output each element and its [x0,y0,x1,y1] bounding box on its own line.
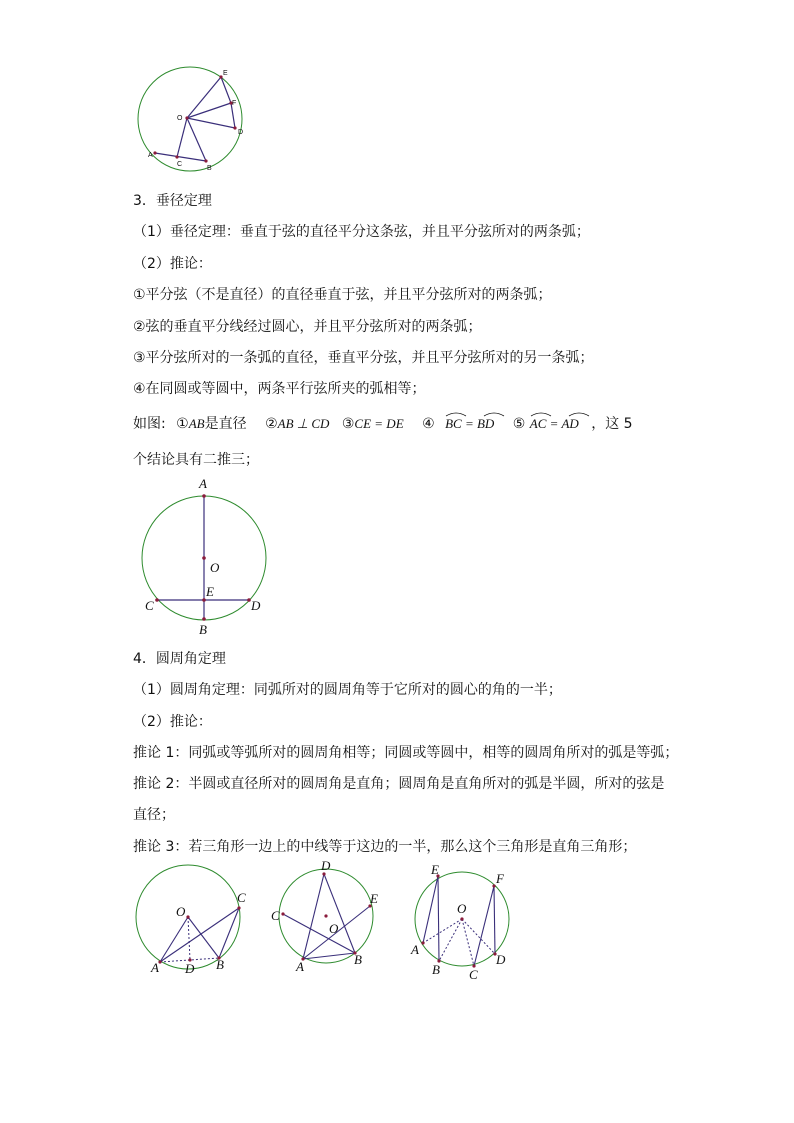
section3-heading: 3．垂径定理 [133,193,212,209]
point-label-e: E [206,584,214,599]
point-label-b: B [354,952,362,967]
point-label-a: A [199,476,207,491]
section4-corollary-2a: 推论 2：半圆或直径所对的圆周角是直角；圆周角是直角所对的弧是半圆，所对的弦是 [133,776,665,792]
point-label-o: O [176,904,186,919]
section3-corollary-1: ①平分弦（不是直径）的直径垂直于弦，并且平分弦所对的两条弧； [133,287,552,303]
section3-corollary-2: ②弦的垂直平分线经过圆心，并且平分弦所对的两条弧； [133,319,482,335]
point-label-e: E [223,70,228,77]
example-math-5: AC = AD [529,416,579,431]
point-label-a: A [296,959,304,974]
section4-corollary-3: 推论 3：若三角形一边上的中线等于这边的一半，那么这个三角形是直角三角形； [133,839,637,855]
point-label-e: E [431,862,439,877]
section4-theorem: （1）圆周角定理：同弧所对的圆周角等于它所对的圆心的角的一半； [133,682,562,698]
section3-example [133,414,633,434]
figure-inscribed-angle-3 [402,860,522,985]
section3-theorem: （1）垂径定理：垂直于弦的直径平分这条弦，并且平分弦所对的两条弧； [133,224,590,240]
section3-corollary-label: （2）推论： [133,256,212,272]
example-math-3: CE = DE [354,416,404,431]
point-label-b: B [432,962,440,977]
point-label-a: A [148,152,153,159]
example-math-2: AB ⊥ CD [277,416,330,431]
point-label-d: D [251,598,261,613]
point-label-f: F [496,871,504,886]
figure-inscribed-angle-2 [268,860,383,980]
figure-inscribed-angle-1 [132,862,257,982]
point-label-c: C [271,908,280,923]
point-label-c: C [177,161,183,168]
section3-corollary-4: ④在同圆或等圆中，两条平行弦所夹的弧相等； [133,381,426,397]
example-math-4: BC = BD [445,416,495,431]
point-label-c: C [469,967,478,982]
example-text-1: 是直径 [204,416,247,432]
point-label-b: B [199,622,207,637]
point-label-d: D [238,129,244,136]
section3-corollary-3: ③平分弦所对的一条弧的直径，垂直平分弦，并且平分弦所对的另一条弧； [133,350,594,366]
figure-circle-chords [130,62,255,182]
figure-perpendicular-diameter [132,470,277,640]
section4-corollary-label: （2）推论： [133,714,212,730]
example-marker-3: ③ [341,416,355,432]
point-label-b: B [207,165,212,172]
point-label-o: O [329,921,339,936]
point-label-c: C [237,890,246,905]
point-label-f: F [232,100,237,107]
example-math-1: AB [188,416,205,431]
example-marker-5: ⑤ [512,416,526,432]
section4-heading: 4．圆周角定理 [133,651,226,667]
section3-example-line2: 个结论具有二推三； [133,452,259,468]
example-marker-4: ④ [422,416,435,432]
point-label-o: O [457,901,467,916]
example-arc-5 [530,414,579,434]
example-marker-2: ② [265,416,278,432]
example-prefix: 如图: [133,416,166,432]
point-label-e: E [370,891,378,906]
example-suffix: ，这 5 [591,416,633,432]
point-label-d: D [185,961,195,976]
point-label-o: O [210,560,220,575]
point-label-a: A [411,942,419,957]
point-label-a: A [151,960,159,975]
section4-corollary-2b: 直径； [133,807,175,823]
point-label-c: C [145,598,154,613]
point-label-o: O [177,115,183,122]
example-marker-1: ① [176,416,189,432]
point-label-d: D [321,860,331,873]
example-arc-4 [445,414,494,434]
section4-corollary-1: 推论 1：同弧或等弧所对的圆周角相等；同圆或等圆中，相等的圆周角所对的弧是等弧； [133,745,679,761]
point-label-b: B [216,957,224,972]
point-label-d: D [496,952,506,967]
